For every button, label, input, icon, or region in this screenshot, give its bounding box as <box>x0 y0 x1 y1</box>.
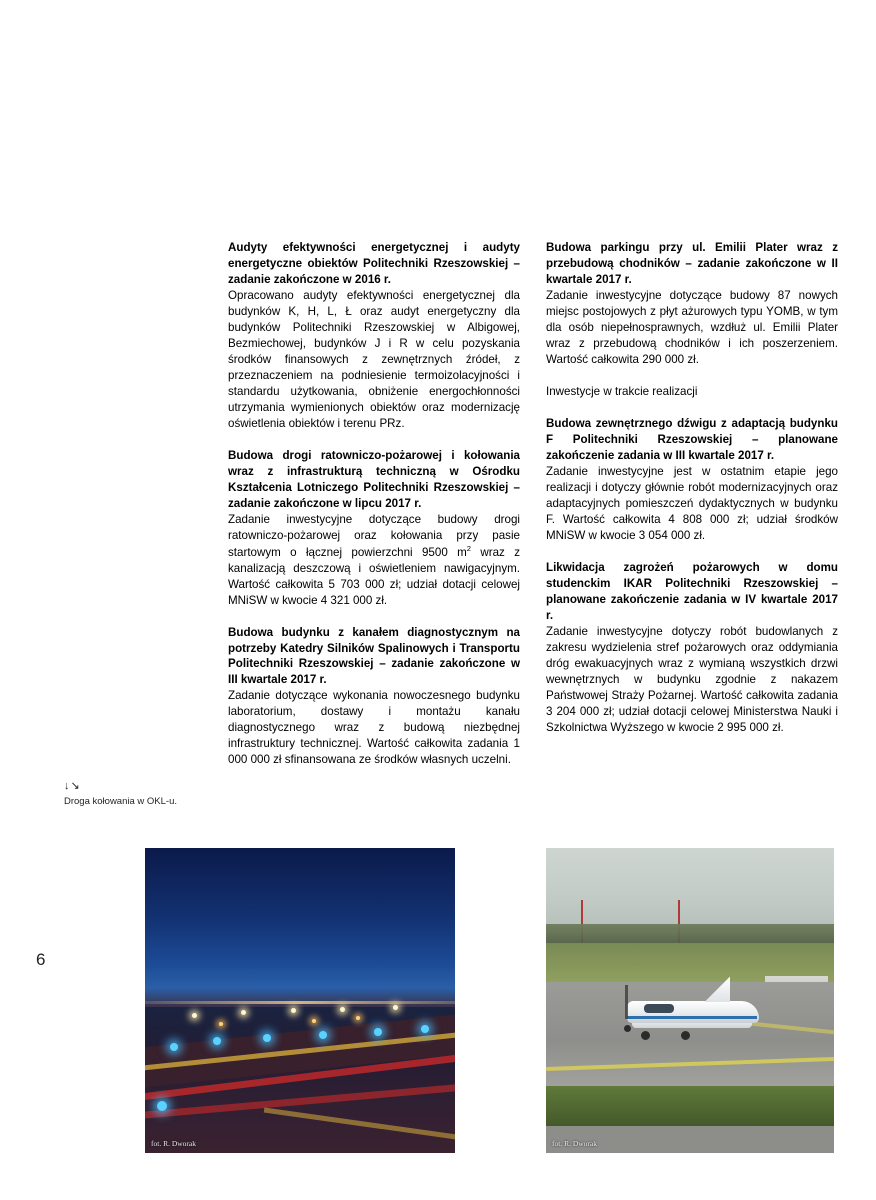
night-sky <box>145 848 455 1007</box>
airplane-nose-gear <box>624 1025 631 1032</box>
block-body: Zadanie dotyczące wykonania nowoczesnego budynku laboratorium, dostawy i montażu kanału diagnostycznego wraz z budową niezbędnej infrastruktury technicznej. Wartość całkowita zadania 1 000 000 zł sfinansowana ze środków własnych uczelni. <box>228 689 520 767</box>
block-body: Zadanie inwestycyjne dotyczy robót budowlanych z zakresu wydzielenia stref pożarowych oraz oddymiania dróg ewakuacyjnych wraz z wymianą wszystkich drzwi wewnętrznych w budynku zgodnie z nakazem Państwowej Straży Pożarnej. Wartość całkowita zadania 3 204 000 zł; udział dotacji celowej Ministerstwa Nauki i Szkolnictwa Wyższego w kwocie 2 995 000 zł. <box>546 624 838 734</box>
photo-night-airfield <box>145 848 455 1153</box>
block-body: Opracowano audyty efektywności energetycznej dla budynków K, H, L, Ł oraz audyt energetyczny dla budynków Politechniki Rzeszowskiej w Albigowej, Bezmiechowej, budynków J i R w celu pozyskania środków finansowych z zewnętrznych źródeł, z przeznaczeniem na podniesienie termoizolacyjności i standardu użytkowania, obniżenie energochłonności utrzymania wymienionych obiektów oraz modernizację oświetlenia obiektów i terenu PRz. <box>228 288 520 430</box>
block-heading: Likwidacja zagrożeń pożarowych w domu studenckim IKAR Politechniki Rzeszowskiej – planowane zakończenie zadania w IV kwartale 2017 r. <box>546 560 838 622</box>
article-block-audyty <box>228 240 520 432</box>
superscript-unit: 2 <box>466 543 472 553</box>
article-block-droga <box>228 448 520 609</box>
figure-caption-left <box>64 779 214 809</box>
block-body: Zadanie inwestycyjne jest w ostatnim etapie jego realizacji i dotyczy głównie robót modernizacyjnych oraz adaptacyjnych pomieszczeń dydaktycznych w budynku F. Wartość całkowita 4 808 000 zł; udział środków MNiSW w kwocie 3 054 000 zł. <box>546 464 838 542</box>
block-body-post: wraz z kanalizacją deszczową i oświetleniem nawigacyjnym. Wartość całkowita 5 703 000 zł; udział dotacji celowej MNiSW w kwocie 4 321 000 zł. <box>228 545 520 607</box>
block-body <box>228 512 520 609</box>
block-heading: Budowa budynku z kanałem diagnostycznym na potrzeby Katedry Silników Spalinowych i Transportu Politechniki Rzeszowskiej – zadanie zakończone w III kwartale 2017 r. <box>228 625 520 687</box>
article-block-dzwig <box>546 416 838 544</box>
caption-arrows-icon: ↓↘ <box>64 780 81 792</box>
block-heading: Budowa parkingu przy ul. Emilii Plater wraz z przebudową chodników – zadanie zakończone w II kwartale 2017 r. <box>546 241 838 286</box>
block-heading: Audyty efektywności energetycznej i audyty energetyczne obiektów Politechniki Rzeszowskiej – zadanie zakończone w 2016 r. <box>228 241 520 286</box>
apron-surface <box>546 982 834 1089</box>
runway-amber-light <box>356 1016 360 1020</box>
block-body: Zadanie inwestycyjne dotyczące budowy 87 nowych miejsc postojowych z płyt ażurowych typu YOMB, w tym dla osób niepełnosprawnych, wzdłuż ul. Emilii Plater wraz z przebudową chodników i ich poszerzeniem. Wartość całkowita 290 000 zł. <box>546 288 838 366</box>
article-block-budynek-kanal <box>228 625 520 769</box>
daytime-sky <box>546 848 834 930</box>
section-heading: Inwestycje w trakcie realizacji <box>546 384 698 398</box>
grass-near <box>546 1086 834 1126</box>
horizon-glow <box>145 1001 455 1004</box>
page-number: 6 <box>36 950 46 969</box>
taxiway-edge-light <box>319 1031 327 1039</box>
block-body-pre: Zadanie inwestycyjne dotyczące budowy drogi ratowniczo-pożarowej oraz kołowania przy pasie startowym o łącznej powierzchni 9500 m <box>228 512 520 559</box>
caption-text: Droga kołowania w OKL-u. <box>64 795 177 807</box>
taxiway-edge-light <box>263 1034 271 1042</box>
article-block-ikar <box>546 560 838 736</box>
photo-credit: fot. R. Dworak <box>552 1139 597 1148</box>
text-column-right <box>546 240 838 736</box>
photo-airplane <box>546 848 834 1153</box>
airplane-propeller <box>625 985 628 1019</box>
apron-light <box>241 1010 246 1015</box>
airplane-landing-gear <box>641 1031 650 1040</box>
text-column-left <box>228 240 520 768</box>
taxiway-edge-light <box>421 1025 429 1033</box>
apron-light <box>291 1008 296 1013</box>
airplane-livery-stripe <box>627 1016 757 1019</box>
airplane-canopy <box>644 1004 674 1013</box>
apron-light <box>192 1013 197 1018</box>
block-heading: Budowa zewnętrznego dźwigu z adaptacją budynku F Politechniki Rzeszowskiej – planowane zakończenie zadania w III kwartale 2017 r. <box>546 416 838 462</box>
article-block-parking <box>546 240 838 368</box>
apron-light <box>340 1007 345 1012</box>
block-heading: Budowa drogi ratowniczo-pożarowej i kołowania wraz z infrastrukturą techniczną w Ośrodku Kształcenia Lotniczego Politechniki Rzeszowskiej – zadanie zakończone w lipcu 2017 r. <box>228 448 520 510</box>
taxiway-edge-light <box>170 1043 178 1051</box>
photo-credit: fot. R. Dworak <box>151 1139 196 1148</box>
